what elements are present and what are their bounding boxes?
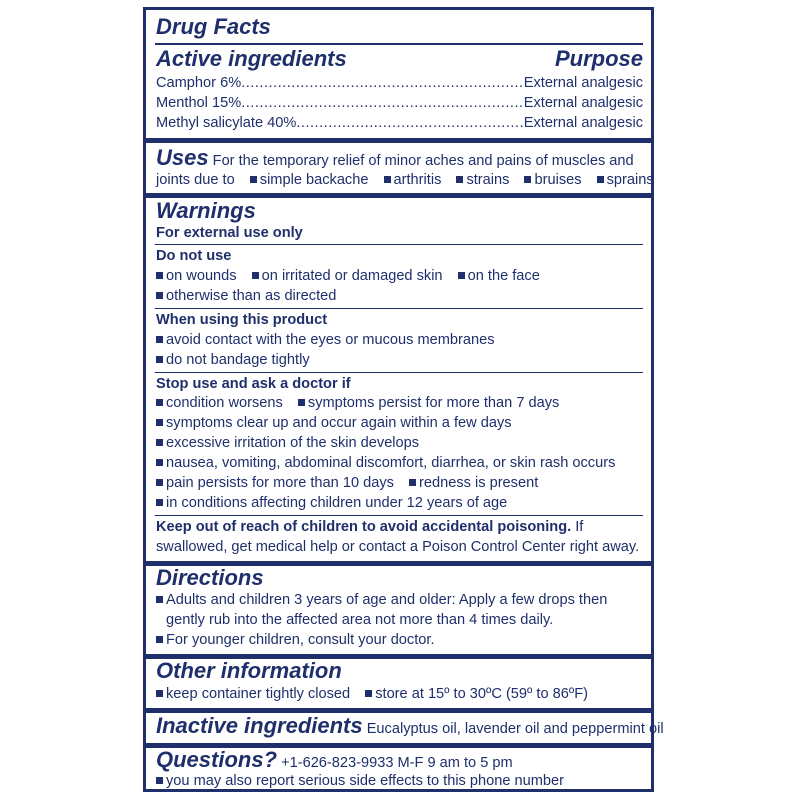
when-using-item bbox=[156, 330, 643, 350]
stop-use-line bbox=[156, 433, 643, 453]
bullet-icon bbox=[384, 176, 391, 183]
directions-line-continued: gently rub into the affected area not more than 4 times daily. bbox=[166, 612, 554, 628]
directions-heading: Directions bbox=[156, 565, 264, 590]
bullet-icon bbox=[156, 399, 163, 406]
other-item: keep container tightly closed bbox=[166, 686, 351, 702]
stop-use-line bbox=[156, 493, 643, 513]
bullet-icon bbox=[156, 419, 163, 426]
active-ingredients-header-row bbox=[156, 46, 643, 72]
warning-item: avoid contact with the eyes or mucous membranes bbox=[166, 332, 495, 348]
keep-out-rest: If bbox=[575, 519, 584, 535]
external-use-only: For external use only bbox=[156, 225, 303, 241]
questions-phone: +1-626-823-9933 M-F 9 am to 5 pm bbox=[281, 755, 513, 771]
directions-line bbox=[156, 590, 643, 610]
section-divider bbox=[146, 138, 651, 143]
bullet-icon bbox=[156, 636, 163, 643]
use-item: strains bbox=[466, 172, 510, 188]
use-item: bruises bbox=[534, 172, 582, 188]
bullet-icon bbox=[458, 272, 465, 279]
stop-use-line bbox=[156, 473, 643, 493]
bullet-icon bbox=[409, 479, 416, 486]
drug-facts-panel bbox=[143, 7, 664, 792]
warning-item: on the face bbox=[467, 268, 540, 284]
warning-item: redness is present bbox=[419, 475, 539, 491]
do-not-use-line-2 bbox=[156, 286, 643, 306]
other-information-line bbox=[156, 684, 643, 704]
ingredient-row bbox=[156, 93, 643, 113]
active-ingredients-heading: Active ingredients bbox=[156, 46, 347, 71]
use-item: sprains bbox=[606, 172, 654, 188]
uses-line-1 bbox=[156, 146, 643, 173]
other-information-heading: Other information bbox=[156, 658, 342, 683]
bullet-icon bbox=[250, 176, 257, 183]
bullet-icon bbox=[156, 292, 163, 299]
subsection-rule bbox=[155, 308, 643, 309]
title-rule bbox=[155, 43, 643, 45]
stop-use-line bbox=[156, 453, 643, 473]
bullet-icon bbox=[156, 356, 163, 363]
uses-prefix: joints due to bbox=[156, 172, 235, 188]
bullet-icon bbox=[156, 777, 163, 784]
ingredient-row bbox=[156, 113, 643, 133]
keep-out-warning: Keep out of reach of children to avoid accidental poisoning. bbox=[156, 519, 572, 535]
warning-item: condition worsens bbox=[166, 395, 283, 411]
bullet-icon bbox=[156, 272, 163, 279]
direction-item: For younger children, consult your doctor. bbox=[166, 632, 435, 648]
warnings-heading: Warnings bbox=[156, 198, 256, 223]
keep-out-line-1 bbox=[156, 517, 643, 537]
ingredient-name: Camphor 6% bbox=[156, 75, 242, 91]
direction-item: Adults and children 3 years of age and older: Apply a few drops then bbox=[166, 592, 608, 608]
stop-use-line bbox=[156, 413, 643, 433]
ingredient-name: Menthol 15% bbox=[156, 95, 242, 111]
uses-line-2 bbox=[156, 170, 654, 190]
questions-note-line bbox=[156, 771, 643, 791]
leader-dots bbox=[296, 113, 523, 133]
inactive-ingredients-line bbox=[156, 713, 664, 742]
subsection-rule bbox=[155, 515, 643, 516]
do-not-use-line-1 bbox=[156, 266, 643, 286]
when-using-heading: When using this product bbox=[156, 312, 328, 328]
ingredient-row bbox=[156, 73, 643, 93]
subsection-rule bbox=[155, 372, 643, 373]
bullet-icon bbox=[156, 479, 163, 486]
do-not-use-heading: Do not use bbox=[156, 248, 232, 264]
bullet-icon bbox=[597, 176, 604, 183]
questions-note: you may also report serious side effects to this phone number bbox=[166, 773, 565, 789]
warning-item: pain persists for more than 10 days bbox=[166, 475, 394, 491]
warning-item: symptoms clear up and occur again within a few days bbox=[166, 415, 512, 431]
drug-facts-title: Drug Facts bbox=[156, 14, 271, 39]
warning-item: symptoms persist for more than 7 days bbox=[307, 395, 560, 411]
bullet-icon bbox=[156, 336, 163, 343]
uses-text: For the temporary relief of minor aches and pains of muscles and bbox=[212, 153, 634, 169]
bullet-icon bbox=[252, 272, 259, 279]
ingredient-purpose: External analgesic bbox=[523, 75, 643, 91]
bullet-icon bbox=[156, 690, 163, 697]
leader-dots bbox=[241, 73, 524, 93]
bullet-icon bbox=[156, 596, 163, 603]
bullet-icon bbox=[298, 399, 305, 406]
ingredient-purpose: External analgesic bbox=[523, 115, 643, 131]
bullet-icon bbox=[156, 439, 163, 446]
inactive-ingredients-text: Eucalyptus oil, lavender oil and peppermint oil bbox=[366, 721, 664, 737]
warning-item: nausea, vomiting, abdominal discomfort, diarrhea, or skin rash occurs bbox=[166, 455, 616, 471]
warning-item: excessive irritation of the skin develops bbox=[166, 435, 420, 451]
bullet-icon bbox=[524, 176, 531, 183]
use-item: simple backache bbox=[259, 172, 369, 188]
purpose-heading: Purpose bbox=[554, 46, 643, 71]
ingredient-name: Methyl salicylate 40% bbox=[156, 115, 297, 131]
stop-use-heading: Stop use and ask a doctor if bbox=[156, 376, 351, 392]
leader-dots bbox=[241, 93, 524, 113]
bullet-icon bbox=[156, 459, 163, 466]
uses-heading: Uses bbox=[156, 145, 209, 170]
subsection-rule bbox=[155, 244, 643, 245]
other-item: store at 15º to 30ºC (59º to 86ºF) bbox=[375, 686, 588, 702]
warning-item: do not bandage tightly bbox=[166, 352, 310, 368]
use-item: arthritis bbox=[393, 172, 442, 188]
bullet-icon bbox=[365, 690, 372, 697]
questions-heading: Questions? bbox=[156, 747, 278, 772]
warning-item: otherwise than as directed bbox=[166, 288, 337, 304]
when-using-item bbox=[156, 350, 643, 370]
warning-item: on irritated or damaged skin bbox=[261, 268, 443, 284]
bullet-icon bbox=[456, 176, 463, 183]
stop-use-line bbox=[156, 393, 643, 413]
ingredient-purpose: External analgesic bbox=[523, 95, 643, 111]
inactive-ingredients-heading: Inactive ingredients bbox=[156, 713, 363, 738]
keep-out-line-2: swallowed, get medical help or contact a Poison Control Center right away. bbox=[156, 539, 640, 555]
warning-item: on wounds bbox=[166, 268, 237, 284]
bullet-icon bbox=[156, 499, 163, 506]
warning-item: in conditions affecting children under 12 years of age bbox=[166, 495, 508, 511]
directions-line bbox=[156, 630, 643, 650]
